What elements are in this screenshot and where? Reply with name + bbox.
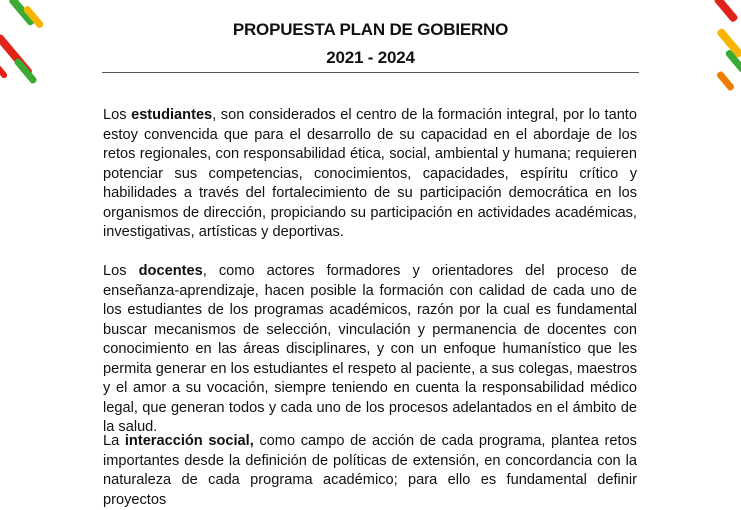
keyword-students: estudiantes — [131, 107, 213, 123]
paragraph-teachers — [103, 262, 637, 438]
paragraph-lead: La — [103, 433, 125, 449]
paragraph-text: como campo de acción de cada programa, plantea retos importantes desde la definición de políticas de extensión, en concordancia con la naturaleza de cada programa académico; para ello es fundamental definir proyectos — [103, 433, 637, 508]
paragraph-social-interaction — [103, 432, 637, 510]
paragraph-text: , son considerados el centro de la formación integral, por lo tanto estoy convencida que para el desarrollo de su capacidad en el abordaje de los retos regionales, con responsabilidad ética, social, ambiental y humana; requieren potenciar sus competencias, conocimientos, capacidades, espíritu crítico y habilidades a través del fortalecimiento de su participación democrática en los organismos de dirección, propiciando su participación en actividades académicas, investigativas, artísticas y deportivas. — [103, 107, 637, 240]
paragraph-text: , como actores formadores y orientadores del proceso de enseñanza-aprendizaje, hacen posible la formación con calidad de cada uno de los estudiantes de los programas académicos, razón por la cual es fundamental buscar mecanismos de selección, vinculación y permanencia de docentes con conocimiento en las áreas disciplinares, y con un enfoque humanístico que les permita generar en los estudiantes el respeto al paciente, a sus colegas, maestros y el amor a su vocación, siempre teniendo en cuenta la responsabilidad médico legal, que generan todos y cada uno de los procesos adelantados en el ámbito de la salud. — [103, 263, 637, 435]
keyword-social-interaction: interacción social, — [124, 433, 254, 449]
paragraph-lead: Los — [103, 107, 132, 123]
paragraph-students — [103, 106, 637, 243]
paragraph-lead: Los — [103, 263, 139, 279]
document-period: 2021 - 2024 — [326, 48, 415, 67]
stripe-orange — [716, 70, 736, 91]
document-title: PROPUESTA PLAN DE GOBIERNO — [232, 20, 509, 39]
keyword-teachers: docentes — [138, 263, 203, 279]
header-divider — [102, 72, 639, 73]
